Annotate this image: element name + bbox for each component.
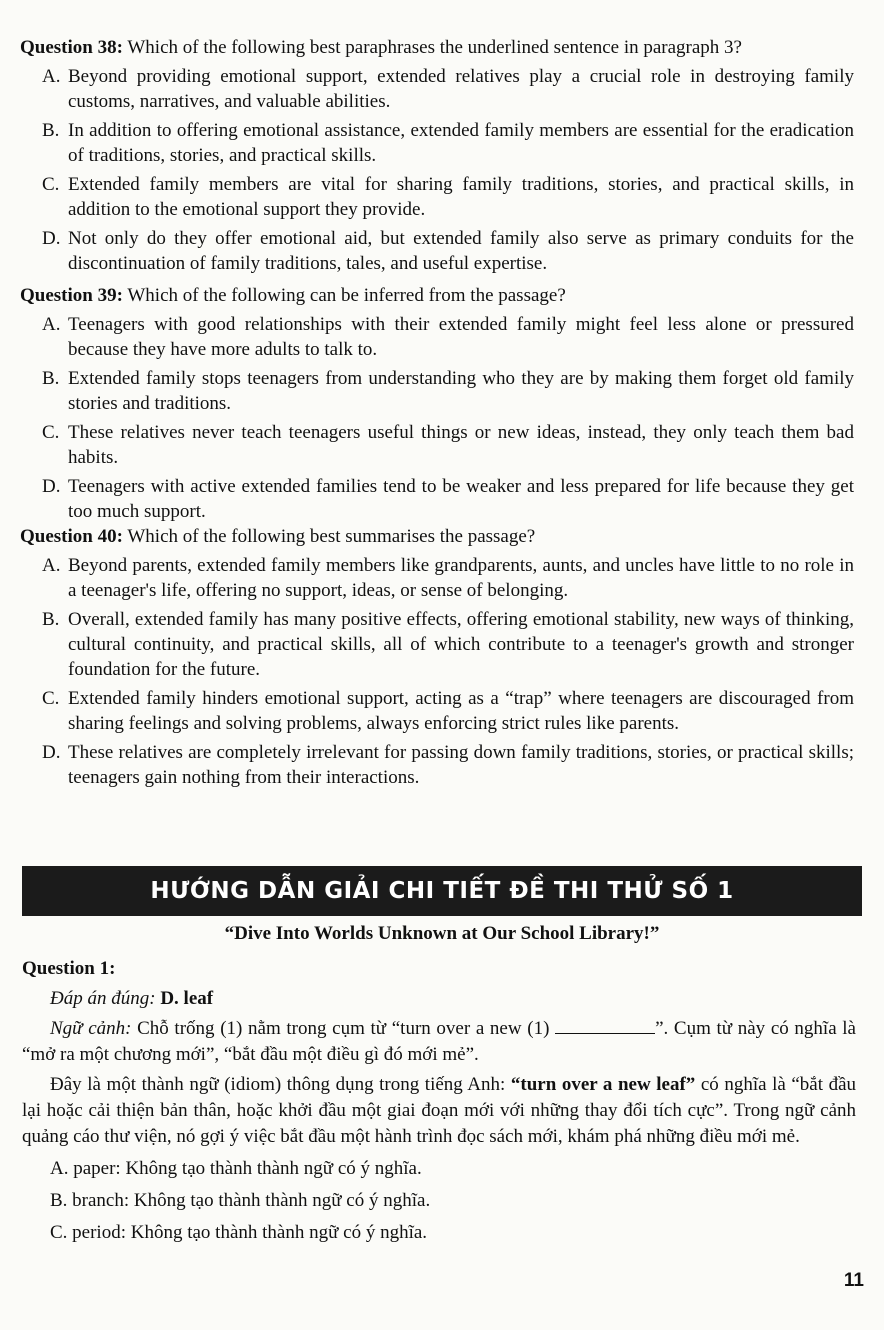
option-letter: B. (42, 368, 60, 389)
option-letter: D. (42, 742, 61, 763)
idiom-text-2: có nghĩa là “bắt đầu lại hoặc cải thiện bản thân, hoặc khởi đầu một giai đoạn mới với những thay đổi tích cực”. Trong ngữ cảnh quảng cáo thư viện, nó gợi ý việc bắt đầu một hành trình đọc sách mới, khám phá những điều mới mẻ. (22, 1074, 857, 1147)
idiom-paragraph (22, 1072, 856, 1150)
option-letter: B. (42, 120, 60, 141)
question-38 (20, 35, 854, 276)
question-38-stem (20, 35, 854, 60)
page-number: 11 (843, 1270, 864, 1291)
option-letter: A. (42, 314, 61, 335)
passage-title: “Dive Into Worlds Unknown at Our School Library!” (224, 923, 660, 944)
question-39 (20, 283, 854, 524)
question-38-title: Question 38: (20, 37, 123, 58)
option-letter: C. (42, 174, 60, 195)
option-text: Not only do they offer emotional aid, but extended family also serve as primary conduits for the discontinuation of family traditions, tales, and useful expertise. (68, 228, 854, 274)
context-text-1: Chỗ trống (1) nằm trong cụm từ “turn over a new (1) (137, 1018, 550, 1039)
option-text: Extended family stops teenagers from understanding who they are by making them forget old family stories and traditions. (68, 368, 854, 414)
question-40-title: Question 40: (20, 526, 123, 547)
option-39-b (20, 366, 854, 416)
choice-explanation: A. paper: Không tạo thành thành ngữ có ý nghĩa. (50, 1158, 422, 1179)
question-39-stem (20, 283, 854, 308)
option-39-a (20, 312, 854, 362)
answer-value: D. leaf (160, 988, 214, 1009)
section-banner: HƯỚNG DẪN GIẢI CHI TIẾT ĐỀ THI THỬ SỐ 1 (22, 866, 862, 916)
option-38-d (20, 226, 854, 276)
context-text-2: ”. Cụm từ này có nghĩa là “mở ra một chương mới”, “bắt đầu một điều gì đó mới mẻ”. (22, 1018, 856, 1065)
option-letter: B. (42, 609, 60, 630)
question-39-text: Which of the following can be inferred from the passage? (127, 285, 566, 306)
option-text: Extended family members are vital for sharing family traditions, stories, and practical skills, in addition to the emotional support they provide. (68, 174, 854, 220)
question-38-text: Which of the following best paraphrases the underlined sentence in paragraph 3? (127, 37, 742, 58)
question-40-text: Which of the following best summarises the passage? (127, 526, 536, 547)
option-letter: D. (42, 228, 61, 249)
option-letter: A. (42, 555, 61, 576)
choice-explanation: B. branch: Không tạo thành thành ngữ có ý nghĩa. (50, 1190, 431, 1211)
blank-line (555, 1017, 655, 1034)
choice-explanation: C. period: Không tạo thành thành ngữ có ý nghĩa. (50, 1222, 428, 1243)
context-paragraph (22, 1016, 856, 1068)
option-text: Beyond parents, extended family members like grandparents, aunts, and uncles have little to no role in a teenager's life, offering no support, ideas, or sense of belonging. (68, 555, 854, 601)
option-40-c (20, 686, 854, 736)
option-letter: A. (42, 66, 61, 87)
option-text: These relatives are completely irrelevant for passing down family traditions, stories, or practical skills; teenagers gain nothing from their interactions. (68, 742, 854, 788)
option-text: Overall, extended family has many positive effects, offering emotional stability, new ways of thinking, cultural continuity, and practical skills, all of which contribute to a teenager's growth and stronger foundation for the future. (68, 609, 854, 680)
option-letter: C. (42, 422, 60, 443)
option-letter: D. (42, 476, 61, 497)
option-40-b (20, 607, 854, 682)
idiom-phrase: “turn over a new leaf” (510, 1074, 696, 1095)
option-39-c (20, 420, 854, 470)
question-40 (20, 524, 854, 790)
option-text: These relatives never teach teenagers useful things or new ideas, instead, they only teach them bad habits. (68, 422, 854, 468)
option-38-c (20, 172, 854, 222)
answer-label: Đáp án đúng: (50, 988, 156, 1009)
option-38-b (20, 118, 854, 168)
option-letter: C. (42, 688, 60, 709)
option-text: Extended family hinders emotional support, acting as a “trap” where teenagers are discouraged from sharing feelings and solving problems, always enforcing strict rules like parents. (68, 688, 854, 734)
option-40-a (20, 553, 854, 603)
correct-answer (22, 986, 856, 1012)
option-39-d (20, 474, 854, 524)
context-label: Ngữ cảnh: (50, 1018, 132, 1039)
option-text: In addition to offering emotional assistance, extended family members are essential for the eradication of traditions, stories, and practical skills. (68, 120, 854, 166)
option-40-d (20, 740, 854, 790)
option-text: Teenagers with active extended families tend to be weaker and less prepared for life because they get too much support. (68, 476, 854, 522)
solution-section (22, 956, 856, 1246)
question-39-title: Question 39: (20, 285, 123, 306)
option-text: Teenagers with good relationships with their extended family might feel less alone or pressured because they have more adults to talk to. (68, 314, 854, 360)
solution-question-title: Question 1: (22, 958, 116, 979)
option-38-a (20, 64, 854, 114)
option-text: Beyond providing emotional support, extended relatives play a crucial role in destroying family customs, narratives, and valuable abilities. (68, 66, 854, 112)
idiom-text-1: Đây là một thành ngữ (idiom) thông dụng trong tiếng Anh: (50, 1074, 506, 1095)
question-40-stem (20, 524, 854, 549)
